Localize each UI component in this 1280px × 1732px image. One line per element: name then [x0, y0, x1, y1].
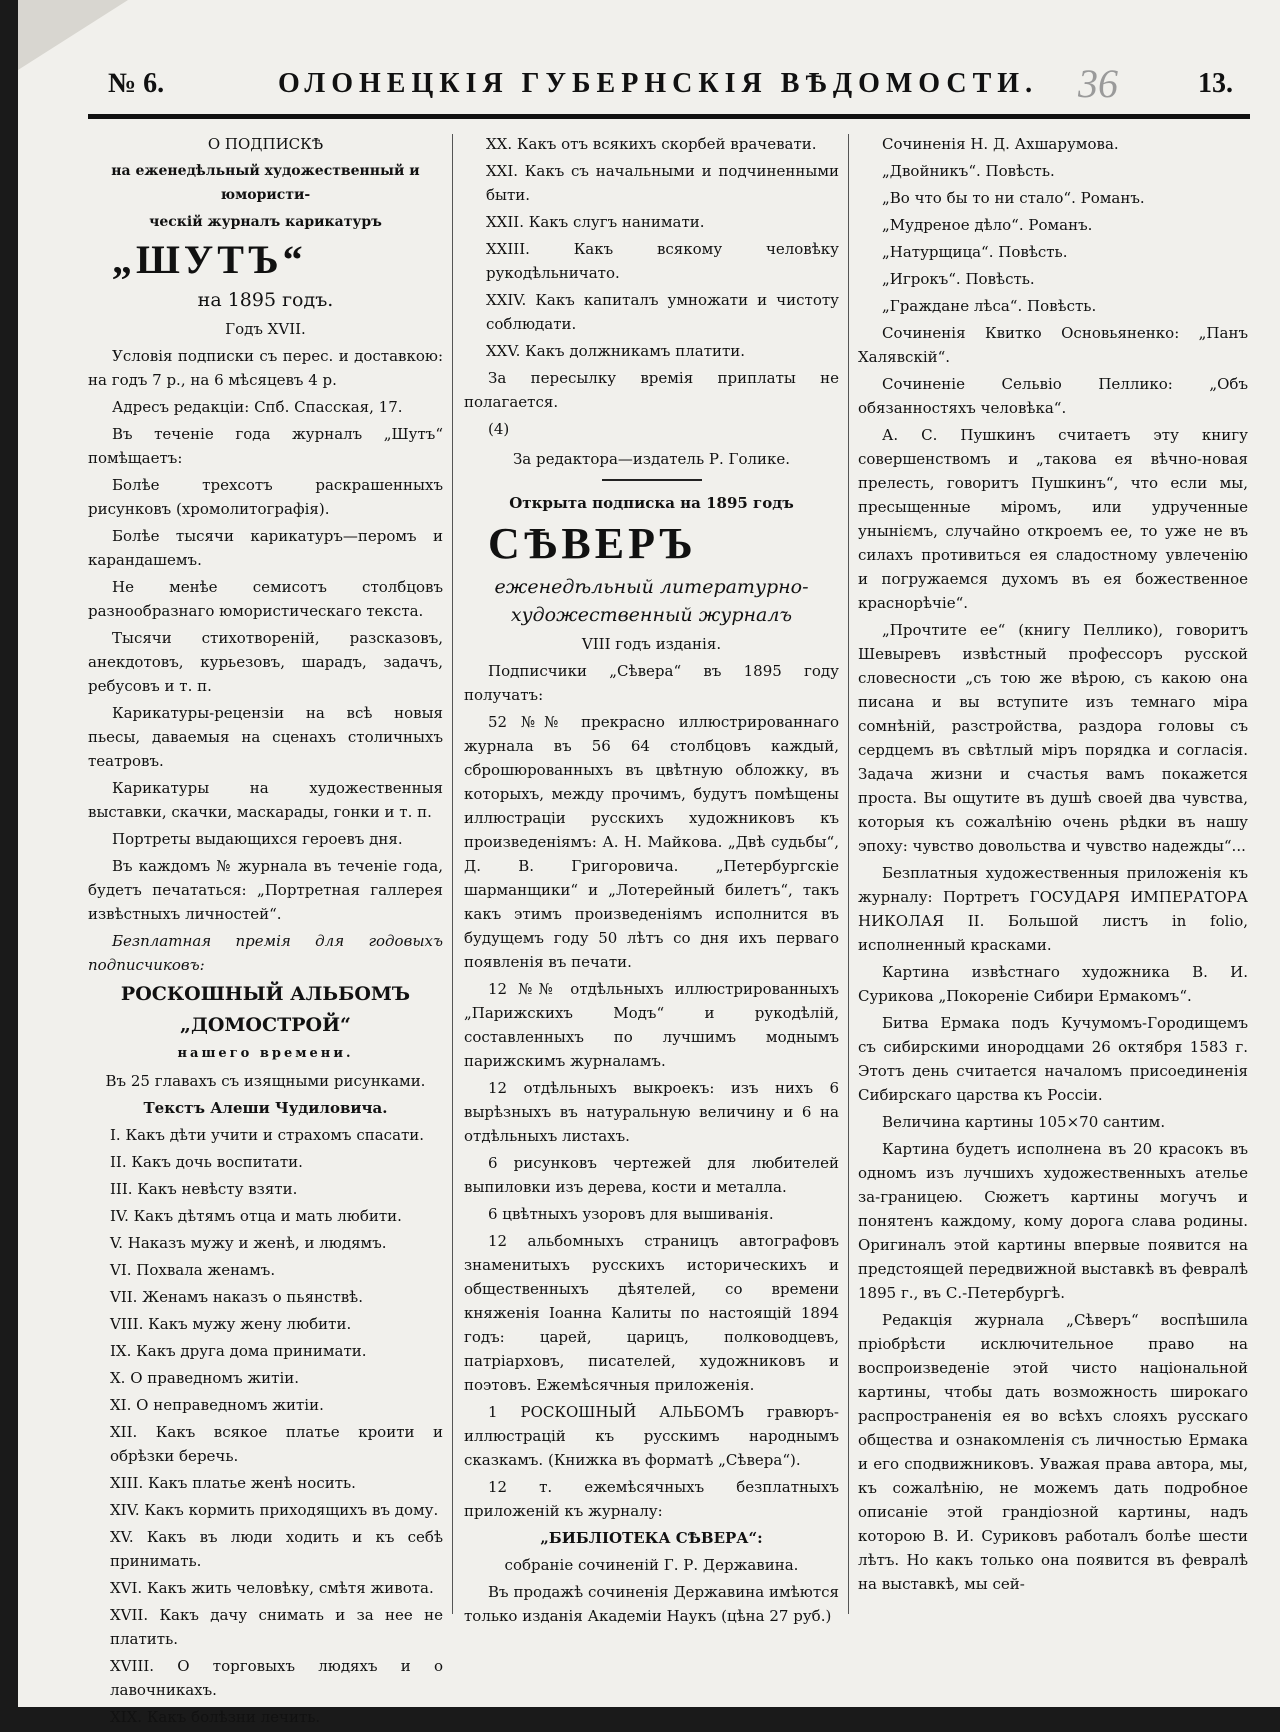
- postage-note: За пересылку времія приплаты не полагается.: [464, 369, 839, 411]
- paragraph: Безплатныя художественныя приложенія къ журналу: Портретъ ГОСУДАРЯ ИМПЕРАТОРА НИКОЛАЯ II. Большой листъ in folio, исполненный красками.: [858, 864, 1248, 954]
- paragraph: Адресъ редакціи: Спб. Спасская, 17.: [112, 398, 403, 416]
- column-divider: [848, 134, 849, 1614]
- sever-heading: Открыта подписка на 1895 годъ: [509, 494, 794, 512]
- paragraph: 1 РОСКОШНЫЙ АЛЬБОМЪ гравюръ-иллюстрацій къ русскимъ народнымъ сказкамъ. (Книжка въ форматѣ „Сѣвера“).: [464, 1403, 839, 1469]
- paragraph: Картина будетъ исполнена въ 20 красокъ въ одномъ изъ лучшихъ художественныхъ ателье за-границею. Сюжетъ картины могучъ и понятенъ каждому, кому дорога слава родины. Оригиналъ этой картины впервые появится на предстоящей передвижной выставкѣ въ февралѣ 1895 г., въ С.-Петербургѣ.: [858, 1140, 1248, 1302]
- handwritten-mark: 36: [1078, 61, 1118, 106]
- paragraph: Тысячи стихотвореній, разсказовъ, анекдотовъ, курьезовъ, шарадъ, задачъ, ребусовъ и т. п.: [88, 629, 443, 695]
- album-description: Въ 25 главахъ съ изящными рисунками.: [105, 1072, 426, 1090]
- editor-line: За редактора—издатель Р. Голике.: [512, 450, 791, 468]
- paragraph: „Прочтите ее“ (книгу Пеллико), говоритъ Шевыревъ извѣстный профессоръ русской словесности „съ тою же вѣрою, съ какою она писана и вы вступите изъ темнаго міра сомнѣній, разстройства, раздора головы съ сердцемъ въ свѣтлый міръ порядка и согласія. Задача жизни и счастья вамъ покажется проста. Вы ощутите въ душѣ своей два чувства, которыя къ сожалѣнію очень рѣдки въ нашу эпоху: чувство довольства и чувство надежды“...: [858, 621, 1248, 855]
- chapter-item: X. О праведномъ житіи.: [110, 1369, 300, 1387]
- paragraph: 52 №№ прекрасно иллюстрированнаго журнала въ 56 64 столбцовъ каждый, сброшюрованныхъ въ цвѣтную обложку, въ которыхъ, между прочимъ, будутъ помѣщены иллюстраціи русскихъ художниковъ къ произведеніямъ: А. Н. Майкова. „Двѣ судьбы“, Д. В. Григоровича. „Петербургскіе шарманщики“ и „Лотерейный билетъ“, такъ какъ этимъ произведеніямъ исполнится въ будущемъ году 50 лѣтъ со дня ихъ перваго появленія въ печати.: [464, 713, 839, 971]
- chapter-item: IX. Какъ друга дома принимати.: [110, 1342, 367, 1360]
- volume-year: Годъ XVII.: [225, 320, 306, 338]
- album-title: РОСКОШНЫЙ АЛЬБОМЪ: [120, 983, 411, 1005]
- section-divider: [602, 479, 702, 481]
- paragraph: 6 цвѣтныхъ узоровъ для вышиванія.: [488, 1205, 774, 1223]
- chapter-item: XXV. Какъ должникамъ платити.: [486, 342, 746, 360]
- chapter-item: V. Наказъ мужу и женѣ, и людямъ.: [110, 1234, 387, 1252]
- chapter-item: XIV. Какъ кормить приходящихъ въ дому.: [110, 1501, 439, 1519]
- chapter-item: I. Какъ дѣти учити и страхомъ спасати.: [110, 1126, 425, 1144]
- paragraph: „Мудреное дѣло“. Романъ.: [882, 216, 1093, 234]
- paragraph: Условія подписки съ перес. и доставкою: на годъ 7 р., на 6 мѣсяцевъ 4 р.: [88, 347, 443, 389]
- album-name: „ДОМОСТРОЙ“: [180, 1014, 351, 1036]
- library-subtitle: собраніе сочиненій Г. Р. Державина.: [504, 1556, 799, 1574]
- paragraph: А. С. Пушкинъ считаетъ эту книгу совершенствомъ и „такова ея вѣчно-новая прелесть, говоритъ Пушкинъ“, что если мы, пресыщенные міромъ, или удрученные уныніємъ, случайно откроемъ ее, то уже не въ силахъ противиться ея сладостному увлеченію и погружаемся духомъ въ ея божественное краснорѣчіе“.: [858, 426, 1248, 612]
- chapter-item: II. Какъ дочь воспитати.: [110, 1153, 303, 1171]
- chapter-item: XXIII. Какъ всякому человѣку рукодѣльничато.: [486, 240, 839, 282]
- last-paragraph: Въ продажѣ сочиненія Державина имѣются только изданія Академіи Наукъ (цѣна 27 руб.): [464, 1583, 839, 1625]
- section-heading: О ПОДПИСКѢ: [207, 135, 324, 153]
- section-subheading: ческій журналъ карикатуръ: [149, 214, 382, 230]
- premium-intro: Безплатная премія для годовыхъ подписчиковъ:: [88, 932, 443, 974]
- paragraph-group: [464, 659, 839, 1523]
- page-number: 13.: [1198, 68, 1233, 99]
- chapter-list: [88, 1123, 443, 1729]
- chapter-item: XVII. Какъ дачу снимать и за нее не платить.: [110, 1606, 443, 1648]
- chapter-list-continued: [464, 132, 839, 363]
- page-header: [88, 60, 1248, 104]
- chapter-item: XIII. Какъ платье женѣ носить.: [110, 1474, 356, 1492]
- paragraph: Сочиненія Н. Д. Ахшарумова.: [882, 135, 1119, 153]
- column-divider: [452, 134, 453, 1614]
- paragraph: „Во что бы то ни стало“. Романъ.: [882, 189, 1145, 207]
- paragraph: Портреты выдающихся героевъ дня.: [112, 830, 403, 848]
- newspaper-page: [18, 0, 1280, 1726]
- chapter-item: XII. Какъ всякое платье кроити и обрѣзки беречь.: [110, 1423, 443, 1465]
- paragraph: Болѣе трехсотъ раскрашенныхъ рисунковъ (хромолитографія).: [88, 476, 443, 518]
- sever-title: СѢВЕРЪ: [488, 519, 697, 568]
- sever-year: VIII годъ изданія.: [581, 635, 722, 653]
- paragraph: Редакція журнала „Сѣверъ“ воспѣшила пріобрѣсти исключительное право на воспроизведеніе этой чисто національной картины, чтобы дать возможность широкаго распространенія ея во всѣхъ слояхъ русскаго общества и ознакомленія съ личностью Ермака и его сподвижниковъ. Уважая права автора, мы, къ сожалѣнію, не можемъ дать подробное описаніе этой грандіозной картины, надъ которою В. И. Суриковъ работалъ болѣе шести лѣтъ. Но какъ только она появится въ февралѣ на выставкѣ, мы сей-: [858, 1311, 1248, 1593]
- chapter-item: IV. Какъ дѣтямъ отца и мать любити.: [110, 1207, 402, 1225]
- chapter-item: XXII. Какъ слугъ нанимати.: [486, 213, 705, 231]
- paragraph: Подписчики „Сѣвера“ въ 1895 году получатъ:: [464, 662, 839, 704]
- chapter-item: VIII. Какъ мужу жену любити.: [110, 1315, 352, 1333]
- chapter-item: XVIII. О торговыхъ людяхъ и о лавочникахъ.: [110, 1657, 443, 1699]
- paragraph: Картина извѣстнаго художника В. И. Сурикова „Покореніе Сибири Ермакомъ“.: [858, 963, 1248, 1005]
- column-right: [858, 132, 1248, 1599]
- paragraph: „Игрокъ“. Повѣсть.: [882, 270, 1035, 288]
- magazine-logo: „ШУТЪ“: [112, 237, 307, 282]
- chapter-item: XXIV. Какъ капиталъ умножати и чистоту соблюдати.: [486, 291, 839, 333]
- paragraph: Болѣе тысячи карикатуръ—перомъ и карандашемъ.: [88, 527, 443, 569]
- album-subtitle: нашего времени.: [177, 1046, 354, 1061]
- newspaper-title: ОЛОНЕЦКІЯ ГУБЕРНСКІЯ ВѢДОМОСТИ.: [278, 68, 1039, 99]
- paragraph: „Граждане лѣса“. Повѣсть.: [882, 297, 1097, 315]
- chapter-item: XIX. Какъ болѣзни лечить.: [110, 1708, 321, 1726]
- paragraph: Сочиненія Квитко Основьяненко: „Панъ Халявскій“.: [858, 324, 1248, 366]
- paragraph: Величина картины 105×70 сантим.: [882, 1113, 1166, 1131]
- paragraph-group: [88, 344, 443, 926]
- library-title: „БИБЛІОТЕКА СѢВЕРА“:: [540, 1529, 763, 1547]
- paragraph: Въ теченіе года журналъ „Шутъ“ помѣщаетъ:: [88, 425, 443, 467]
- sever-subtitle: еженедѣльный литературно-художественный журналъ: [494, 576, 809, 626]
- paragraph: 12 №№ отдѣльныхъ иллюстрированныхъ „Парижскихъ Модъ“ и рукодѣлій, составленныхъ по лучшимъ моднымъ парижскимъ журналамъ.: [464, 980, 839, 1070]
- paragraph: „Двойникъ“. Повѣсть.: [882, 162, 1055, 180]
- issue-number: № 6.: [108, 68, 165, 99]
- paragraph: 6 рисунковъ чертежей для любителей выпиловки изъ дерева, кости и металла.: [464, 1154, 839, 1196]
- album-author: Текстъ Алеши Чудиловича.: [143, 1099, 388, 1117]
- chapter-item: VII. Женамъ наказъ о пьянствѣ.: [110, 1288, 364, 1306]
- paragraph: 12 отдѣльныхъ выкроекъ: изъ нихъ 6 вырѣзныхъ въ натуральную величину и 6 на отдѣльныхъ листахъ.: [464, 1079, 839, 1145]
- paragraph: „Натурщица“. Повѣсть.: [882, 243, 1068, 261]
- chapter-item: XI. О неправедномъ житіи.: [110, 1396, 324, 1414]
- paragraph: Въ каждомъ № журнала въ теченіе года, будетъ печататься: „Портретная галлерея извѣстныхъ личностей“.: [88, 857, 443, 923]
- paragraph: 12 альбомныхъ страницъ автографовъ знаменитыхъ русскихъ историческихъ и общественныхъ дѣятелей, со времени княженія Іоанна Калиты по настоящій 1894 годъ: царей, царицъ, полководцевъ, патріарховъ, писателей, художниковъ и поэтовъ. Ежемѣсячныя приложенія.: [464, 1232, 839, 1394]
- paragraph: Битва Ермака подъ Кучумомъ-Городищемъ съ сибирскими инородцами 26 октября 1583 г. Этотъ день считается началомъ присоединенія Сибирскаго царства къ Россіи.: [858, 1014, 1248, 1104]
- column-middle: [464, 132, 839, 1631]
- chapter-item: XV. Какъ въ люди ходить и къ себѣ принимать.: [110, 1528, 443, 1570]
- header-rule: [88, 114, 1250, 119]
- chapter-item: XXI. Какъ съ начальными и подчиненными быти.: [486, 162, 839, 204]
- paragraph-group: [858, 132, 1248, 1596]
- paragraph: Карикатуры-рецензіи на всѣ новыя пьесы, даваемыя на сценахъ столичныхъ театровъ.: [88, 704, 443, 770]
- section-subheading: на еженедѣльный художественный и юмористи-: [111, 163, 420, 203]
- chapter-item: XX. Какъ отъ всякихъ скорбей врачевати.: [486, 135, 817, 153]
- subscription-year: на 1895 годъ.: [197, 289, 334, 311]
- paragraph: 12 т. ежемѣсячныхъ безплатныхъ приложеній къ журналу:: [464, 1478, 839, 1520]
- chapter-item: XVI. Какъ жить человѣку, смѣтя живота.: [110, 1579, 434, 1597]
- paragraph: Карикатуры на художественныя выставки, скачки, маскарады, гонки и т. п.: [88, 779, 443, 821]
- chapter-item: VI. Похвала женамъ.: [110, 1261, 276, 1279]
- column-left: [88, 132, 443, 1732]
- chapter-item: III. Какъ невѣсту взяти.: [110, 1180, 298, 1198]
- paragraph: Не менѣе семисотъ столбцовъ разнообразнаго юмористическаго текста.: [88, 578, 443, 620]
- paragraph: Сочиненіе Сельвіо Пеллико: „Объ обязанностяхъ человѣка“.: [858, 375, 1248, 417]
- reference-number: (4): [488, 420, 510, 438]
